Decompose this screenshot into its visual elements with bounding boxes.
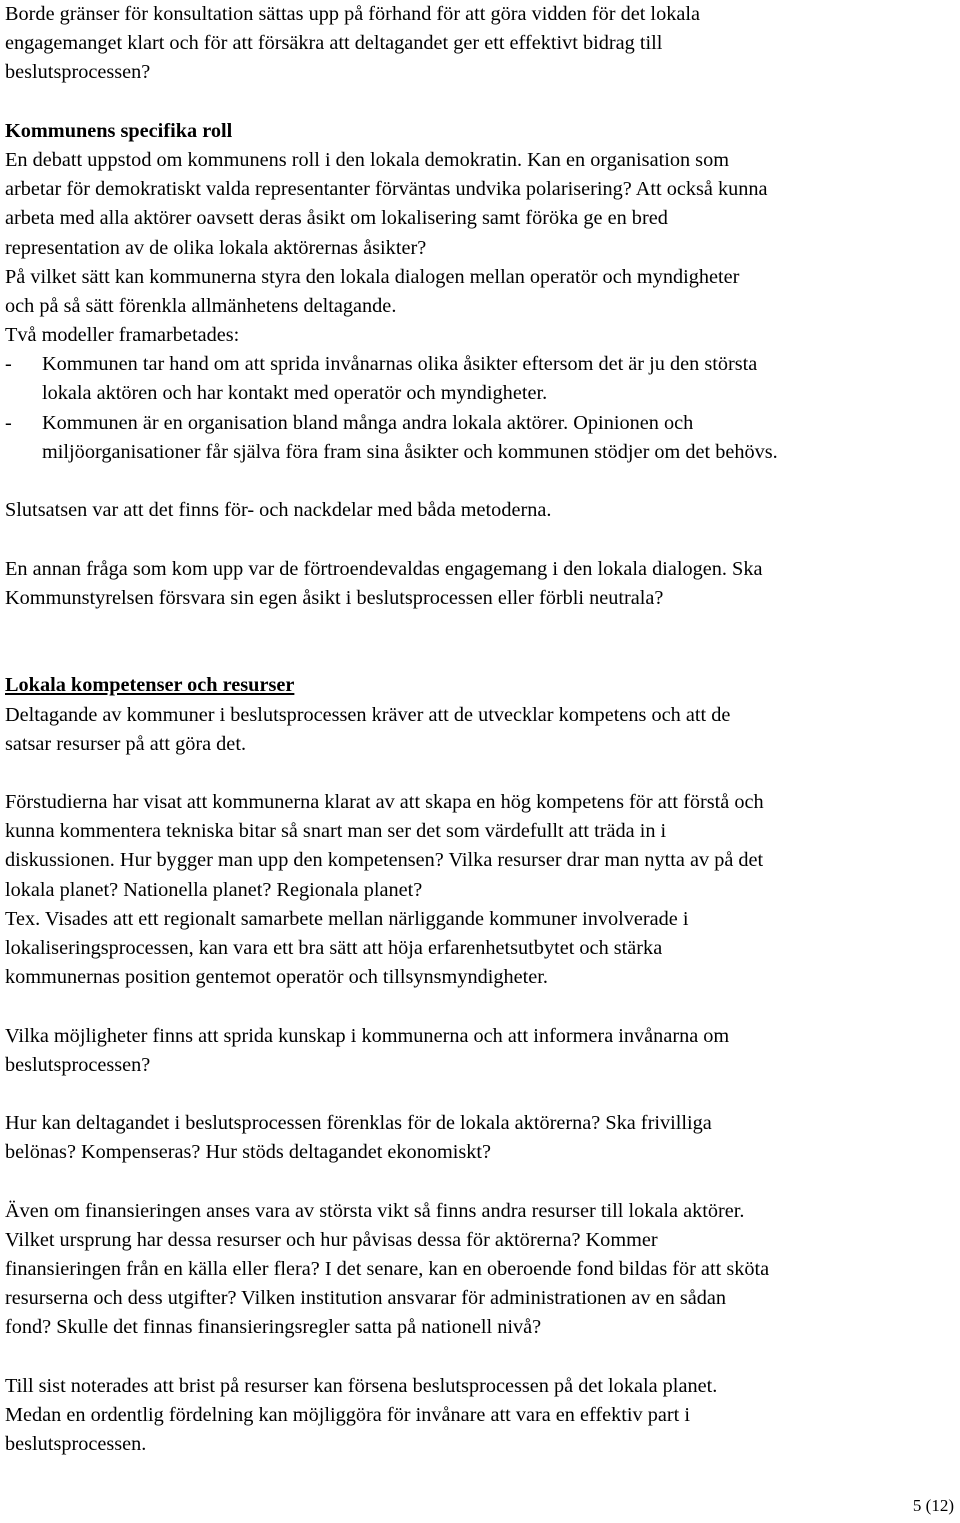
text-line: På vilket sätt kan kommunerna styra den lokala dialogen mellan operatör och myndigheter <box>5 265 740 288</box>
text-line: kommunernas position gentemot operatör och tillsynsmyndigheter. <box>5 966 548 989</box>
text-line: Kommunen tar hand om att sprida invånarnas olika åsikter eftersom det är ju den största <box>42 353 758 376</box>
text-line: Kommunen är en organisation bland många andra lokala aktörer. Opinionen och <box>42 411 694 434</box>
text-line: fond? Skulle det finnas finansieringsregler satta på nationell nivå? <box>5 1316 542 1339</box>
section-gap <box>5 613 955 671</box>
paragraph-gap <box>5 1343 955 1372</box>
section-heading: Kommunens specifika roll <box>5 119 233 142</box>
list-item <box>5 350 955 408</box>
paragraph-gap <box>5 525 955 554</box>
text-line: beslutsprocessen? <box>5 61 151 84</box>
section-kommunens-roll <box>5 117 955 613</box>
text-line: lokaliseringsprocessen, kan vara ett bra sätt att höja erfarenhetsutbytet och stärka <box>5 937 663 960</box>
text-line: En debatt uppstod om kommunens roll i den lokala demokratin. Kan en organisation som <box>5 148 729 171</box>
text-line: Vilka möjligheter finns att sprida kunskap i kommunerna och att informera invånarna om <box>5 1024 730 1047</box>
text-line: Medan en ordentlig fördelning kan möjliggöra för invånare att vara en effektiv part i <box>5 1404 690 1427</box>
text-line: arbeta med alla aktörer oavsett deras åsikt om lokalisering samt föröka ge en bred <box>5 207 668 230</box>
text-line: Slutsatsen var att det finns för- och nackdelar med båda metoderna. <box>5 499 552 522</box>
list-bullet: - <box>5 411 12 434</box>
text-line: Vilket ursprung har dessa resurser och hur påvisas dessa för aktörerna? Kommer <box>5 1228 658 1251</box>
text-line: Förstudierna har visat att kommunerna klarat av att skapa en hög kompetens för att förstå och <box>5 791 764 814</box>
text-line: Tex. Visades att ett regionalt samarbete mellan närliggande kommuner involverade i <box>5 907 689 930</box>
text-line: diskussionen. Hur bygger man upp den kompetensen? Vilka resurser drar man nytta av på det <box>5 849 764 872</box>
text-line: Kommunstyrelsen försvara sin egen åsikt i beslutsprocessen eller förbli neutrala? <box>5 586 664 609</box>
paragraph-gap <box>5 1080 955 1109</box>
document-page <box>5 0 955 1459</box>
text-line: arbetar för demokratiskt valda representanter förväntas undvika polarisering? Att också kunna <box>5 178 768 201</box>
section-lokala-kompetenser <box>5 671 955 1459</box>
list-item <box>5 409 955 467</box>
text-line: lokala planet? Nationella planet? Regionala planet? <box>5 878 423 901</box>
paragraph-gap <box>5 759 955 788</box>
text-line: representation av de olika lokala aktörernas åsikter? <box>5 236 427 259</box>
text-line: belönas? Kompenseras? Hur stöds deltagandet ekonomiskt? <box>5 1141 492 1164</box>
text-line: Hur kan deltagandet i beslutsprocessen förenklas för de lokala aktörerna? Ska frivilliga <box>5 1112 712 1135</box>
text-line: Deltagande av kommuner i beslutsprocessen kräver att de utvecklar kompetens och att de <box>5 703 731 726</box>
text-line: engagemanget klart och för att försäkra att deltagandet ger ett effektivt bidrag till <box>5 32 663 55</box>
paragraph-gap <box>5 88 955 117</box>
paragraph-gap <box>5 992 955 1021</box>
text-line: Borde gränser för konsultation sättas upp på förhand för att göra vidden för det lokala <box>5 3 700 25</box>
text-line: kunna kommentera tekniska bitar så snart man ser det som värdefullt att träda in i <box>5 820 667 843</box>
text-line: lokala aktören och har kontakt med operatör och myndigheter. <box>42 382 548 405</box>
text-line: En annan fråga som kom upp var de förtroendevaldas engagemang i den lokala dialogen. Ska <box>5 557 763 580</box>
text-line: Även om finansieringen anses vara av största vikt så finns andra resurser till lokala aktörer. <box>5 1199 745 1222</box>
intro-paragraph <box>5 0 955 88</box>
text-line: Till sist noterades att brist på resurser kan försena beslutsprocessen på det lokala planet. <box>5 1374 718 1397</box>
text-line: resurserna och dess utgifter? Vilken institution ansvarar för administrationen av en sådan <box>5 1287 726 1310</box>
page-number: 5 (12) <box>912 1496 954 1515</box>
paragraph-gap <box>5 467 955 496</box>
section-heading: Lokala kompetenser och resurser <box>5 674 295 697</box>
text-line: satsar resurser på att göra det. <box>5 732 247 755</box>
paragraph-gap <box>5 1168 955 1197</box>
list-bullet: - <box>5 353 12 376</box>
text-line: finansieringen från en källa eller flera? I det senare, kan en oberoende fond bildas för att sköta <box>5 1258 770 1281</box>
text-line: beslutsprocessen? <box>5 1053 151 1076</box>
text-line: miljöorganisationer får själva föra fram sina åsikter och kommunen stödjer om det behövs. <box>42 440 778 463</box>
text-line: och på så sätt förenkla allmänhetens deltagande. <box>5 294 397 317</box>
text-line: beslutsprocessen. <box>5 1433 147 1456</box>
text-line: Två modeller framarbetades: <box>5 324 240 347</box>
